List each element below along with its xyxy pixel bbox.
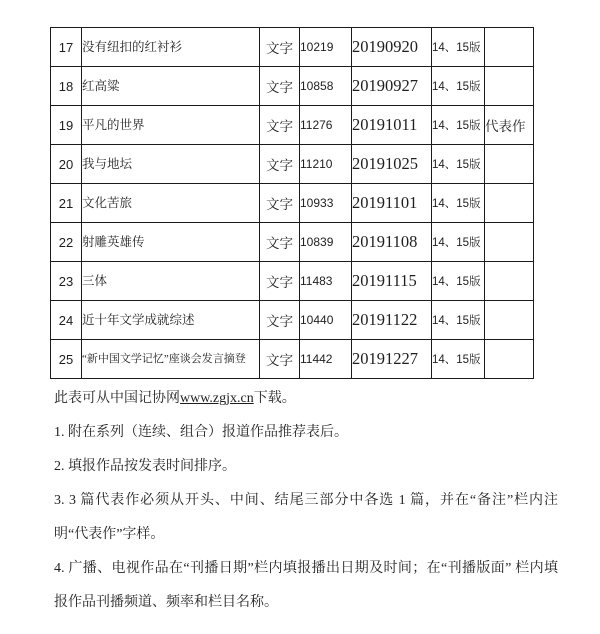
pages-cell: 14、15版 [432, 67, 485, 106]
word-count-cell: 10219 [300, 28, 352, 67]
pages-cell: 14、15版 [432, 28, 485, 67]
word-count-cell: 10933 [300, 184, 352, 223]
pages-cell: 14、15版 [432, 262, 485, 301]
row-number-cell: 25 [51, 340, 82, 379]
date-cell: 20191025 [352, 145, 432, 184]
table-row [51, 301, 534, 340]
date-cell: 20190920 [352, 28, 432, 67]
type-cell: 文字 [260, 145, 300, 184]
remark-cell [485, 28, 534, 67]
date-cell: 20191108 [352, 223, 432, 262]
type-cell: 文字 [260, 262, 300, 301]
table-row [51, 223, 534, 262]
type-cell: 文字 [260, 67, 300, 106]
title-cell: “新中国文学记忆”座谈会发言摘登 [82, 340, 260, 379]
row-number-cell: 18 [51, 67, 82, 106]
table-row [51, 184, 534, 223]
title-cell: 红高粱 [82, 67, 260, 106]
date-cell: 20191011 [352, 106, 432, 145]
note-item-1: 1. 附在系列（连续、组合）报道作品推荐表后。 [54, 425, 348, 440]
pages-cell: 14、15版 [432, 340, 485, 379]
row-number-cell: 19 [51, 106, 82, 145]
download-note-prefix: 此表可从中国记协网 [54, 391, 180, 406]
type-cell: 文字 [260, 340, 300, 379]
table-row [51, 262, 534, 301]
download-note-suffix: 下载。 [253, 391, 296, 406]
remark-cell: 代表作 [485, 106, 534, 145]
date-cell: 20191227 [352, 340, 432, 379]
pages-cell: 14、15版 [432, 184, 485, 223]
type-cell: 文字 [260, 301, 300, 340]
date-cell: 20191101 [352, 184, 432, 223]
table-row [51, 28, 534, 67]
word-count-cell: 10440 [300, 301, 352, 340]
table-row [51, 340, 534, 379]
word-count-cell: 10858 [300, 67, 352, 106]
works-list-table [50, 27, 534, 379]
row-number-cell: 22 [51, 223, 82, 262]
pages-cell: 14、15版 [432, 106, 485, 145]
pages-cell: 14、15版 [432, 145, 485, 184]
remark-cell [485, 67, 534, 106]
title-cell: 三体 [82, 262, 260, 301]
table-row [51, 67, 534, 106]
word-count-cell: 11442 [300, 340, 352, 379]
remark-cell [485, 301, 534, 340]
zgjx-link[interactable]: www.zgjx.cn [180, 391, 254, 406]
title-cell: 平凡的世界 [82, 106, 260, 145]
pages-cell: 14、15版 [432, 301, 485, 340]
title-cell: 射雕英雄传 [82, 223, 260, 262]
table-row [51, 145, 534, 184]
download-note [54, 382, 558, 416]
title-cell: 文化苦旅 [82, 184, 260, 223]
row-number-cell: 21 [51, 184, 82, 223]
type-cell: 文字 [260, 28, 300, 67]
date-cell: 20191115 [352, 262, 432, 301]
title-cell: 我与地坛 [82, 145, 260, 184]
title-cell: 近十年文学成就综述 [82, 301, 260, 340]
row-number-cell: 24 [51, 301, 82, 340]
row-number-cell: 20 [51, 145, 82, 184]
remark-cell [485, 145, 534, 184]
remark-cell [485, 262, 534, 301]
word-count-cell: 11210 [300, 145, 352, 184]
note-item-4: 4. 广播、电视作品在“刊播日期”栏内填报播出日期及时间；在“刊播版面” 栏内填报作品刊播频道、频率和栏目名称。 [54, 561, 558, 610]
table-row [51, 106, 534, 145]
remark-cell [485, 340, 534, 379]
remark-cell [485, 184, 534, 223]
date-cell: 20190927 [352, 67, 432, 106]
word-count-cell: 11483 [300, 262, 352, 301]
footnotes [54, 382, 558, 620]
type-cell: 文字 [260, 223, 300, 262]
word-count-cell: 10839 [300, 223, 352, 262]
note-item-2: 2. 填报作品按发表时间排序。 [54, 459, 236, 474]
remark-cell [485, 223, 534, 262]
type-cell: 文字 [260, 184, 300, 223]
pages-cell: 14、15版 [432, 223, 485, 262]
row-number-cell: 23 [51, 262, 82, 301]
type-cell: 文字 [260, 106, 300, 145]
word-count-cell: 11276 [300, 106, 352, 145]
date-cell: 20191122 [352, 301, 432, 340]
row-number-cell: 17 [51, 28, 82, 67]
title-cell: 没有纽扣的红衬衫 [82, 28, 260, 67]
note-item-3: 3. 3 篇代表作必须从开头、中间、结尾三部分中各选 1 篇，并在“备注”栏内注明“代表作”字样。 [54, 493, 558, 542]
